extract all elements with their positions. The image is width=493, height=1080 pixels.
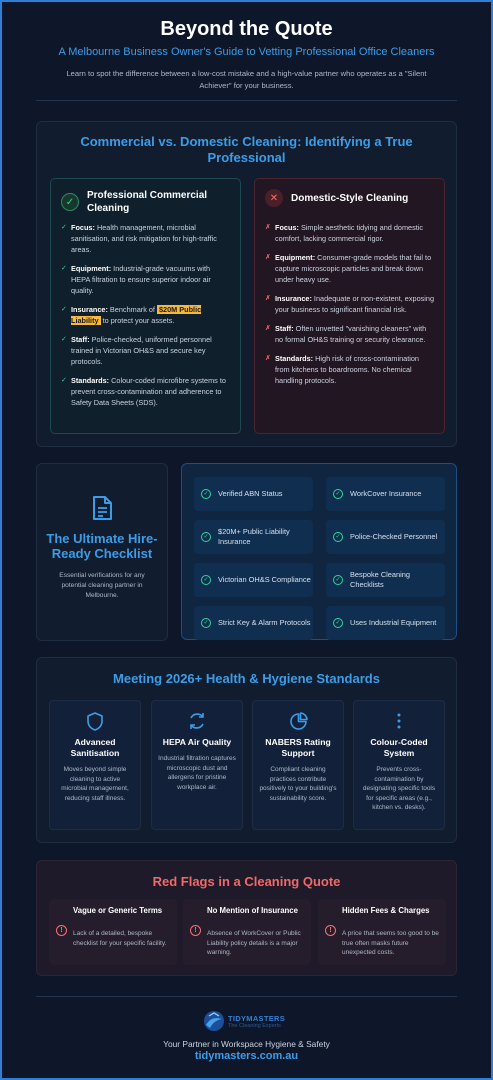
x-circle-icon: ✕ bbox=[265, 189, 283, 207]
check-circle-icon: ✓ bbox=[333, 489, 343, 499]
domestic-list bbox=[265, 222, 434, 394]
standard-card bbox=[151, 700, 243, 830]
list-item: ✓ Standards: Colour-coded microfibre systems to prevent cross-contamination and adherence to Safety Data Sheets (SDS). bbox=[61, 376, 226, 407]
checklist-subtitle: Essential verifications for any potential cleaning partner in Melbourne. bbox=[59, 572, 145, 599]
checklist-item: ✓ Uses Industrial Equipment bbox=[326, 606, 445, 640]
professional-column bbox=[50, 178, 241, 434]
domestic-column bbox=[254, 178, 445, 434]
air-cycle-icon bbox=[152, 711, 242, 731]
alert-circle-icon: ! bbox=[56, 925, 67, 936]
domestic-title: Domestic-Style Cleaning bbox=[291, 192, 409, 204]
shield-icon bbox=[50, 711, 140, 731]
professional-list bbox=[61, 222, 230, 416]
domestic-header bbox=[265, 189, 436, 207]
checklist-item: ✓ Strict Key & Alarm Protocols bbox=[194, 606, 313, 640]
red-flags-section bbox=[36, 860, 457, 976]
standards-section bbox=[36, 657, 457, 843]
x-icon: ✗ bbox=[265, 325, 271, 332]
logo-text bbox=[228, 1014, 285, 1029]
divider bbox=[36, 100, 457, 101]
list-item: ✗ Staff: Often unvetted "vanishing cleaners" with no formal OH&S training or security clearance. bbox=[265, 324, 427, 344]
footer-tagline: Your Partner in Workspace Hygiene & Safety bbox=[163, 1039, 330, 1049]
website-link[interactable]: tidymasters.com.au bbox=[194, 1050, 299, 1062]
list-item: ✓ Equipment: Industrial-grade vacuums with HEPA filtration to ensure superior indoor air quality. bbox=[61, 264, 211, 295]
list-item: ✓ Insurance: Benchmark of $20M Public Liability to protect your assets. bbox=[61, 305, 202, 325]
checklist-item: ✓ WorkCover Insurance bbox=[326, 477, 445, 511]
checklist-item: ✓ Police-Checked Personnel bbox=[326, 520, 445, 554]
checklist-title: The Ultimate Hire-Ready Checklist bbox=[46, 531, 158, 561]
x-icon: ✗ bbox=[265, 254, 271, 261]
red-flag-name: Hidden Fees & Charges bbox=[342, 906, 430, 915]
red-flag-card bbox=[183, 899, 311, 965]
check-circle-icon: ✓ bbox=[201, 618, 211, 628]
check-icon: ✓ bbox=[61, 306, 67, 313]
x-icon: ✗ bbox=[265, 295, 271, 302]
list-item: ✗ Focus: Simple aesthetic tidying and domestic comfort, lacking commercial rigor. bbox=[265, 223, 424, 243]
alert-circle-icon: ! bbox=[325, 925, 336, 936]
list-item: ✓ Staff: Police-checked, uniformed personnel trained in Victorian OH&S and secure key protocols. bbox=[61, 335, 212, 366]
divider bbox=[36, 996, 457, 997]
check-circle-icon: ✓ bbox=[201, 489, 211, 499]
standard-name: Advanced Sanitisation bbox=[70, 737, 120, 758]
checklist-item: ✓ Victorian OH&S Compliance bbox=[194, 563, 313, 597]
standard-card bbox=[353, 700, 445, 830]
pie-chart-icon bbox=[253, 711, 343, 731]
standard-card bbox=[252, 700, 344, 830]
checklist-intro-card bbox=[36, 463, 168, 641]
list-item: ✗ Equipment: Consumer-grade models that fail to capture microscopic particles and break down under heavy use. bbox=[265, 253, 432, 284]
document-icon bbox=[91, 496, 113, 520]
standard-name: Colour-Coded System bbox=[370, 737, 428, 758]
standard-name: NABERS Rating Support bbox=[265, 737, 331, 758]
check-circle-icon: ✓ bbox=[201, 575, 211, 585]
list-item: ✗ Standards: High risk of cross-contamination from kitchens to boardrooms. No chemical handling protocols. bbox=[265, 354, 419, 385]
check-icon: ✓ bbox=[61, 224, 67, 231]
logo-name: TIDYMASTERS bbox=[228, 1013, 286, 1023]
standards-title: Meeting 2026+ Health & Hygiene Standards bbox=[113, 671, 380, 686]
highlight-badge: $20M Public Liability bbox=[71, 305, 202, 325]
checklist-item: ✓ $20M+ Public Liability Insurance bbox=[194, 520, 313, 554]
professional-header bbox=[61, 189, 232, 215]
list-item: ✓ Focus: Health management, microbial sanitisation, and risk mitigation for high-traffic areas. bbox=[61, 223, 217, 254]
alert-circle-icon: ! bbox=[190, 925, 201, 936]
intro-text: Learn to spot the difference between a low-cost mistake and a high-value partner who operates as a "Silent Achiever" for your business. bbox=[66, 69, 427, 90]
logo-tagline: The Cleaning Experts bbox=[228, 1022, 281, 1029]
header bbox=[0, 18, 493, 92]
red-flag-card bbox=[318, 899, 446, 965]
red-flag-desc: Absence of WorkCover or Public Liability policy details is a major warning. bbox=[207, 930, 301, 956]
red-flag-name: No Mention of Insurance bbox=[207, 906, 298, 915]
standard-desc: Moves beyond simple cleaning to active microbial management, reducing staff illness. bbox=[61, 766, 129, 802]
vertical-dots-icon bbox=[354, 711, 444, 731]
x-icon: ✗ bbox=[265, 355, 271, 362]
checklist-item: ✓ Verified ABN Status bbox=[194, 477, 313, 511]
standard-desc: Prevents cross-contamination by designating specific tools for specific areas (e.g., kitchen vs. desks). bbox=[362, 766, 436, 811]
standard-name: HEPA Air Quality bbox=[162, 737, 232, 747]
red-flag-card bbox=[49, 899, 177, 965]
x-icon: ✗ bbox=[265, 224, 271, 231]
check-circle-icon: ✓ bbox=[61, 193, 79, 211]
check-circle-icon: ✓ bbox=[333, 575, 343, 585]
checklist-item: ✓ Bespoke Cleaning Checklists bbox=[326, 563, 445, 597]
red-flag-name: Vague or Generic Terms bbox=[73, 906, 163, 915]
check-icon: ✓ bbox=[61, 377, 67, 384]
standard-desc: Compliant cleaning practices contribute positively to your building's sustainability score. bbox=[259, 766, 337, 802]
standard-desc: Industrial filtration captures microscopic dust and allergens for pristine workplace air. bbox=[158, 755, 236, 791]
page-subtitle: A Melbourne Business Owner's Guide to Vetting Professional Office Cleaners bbox=[58, 46, 435, 58]
comparison-title: Commercial vs. Domestic Cleaning: Identifying a True Professional bbox=[80, 134, 413, 165]
check-circle-icon: ✓ bbox=[333, 618, 343, 628]
check-circle-icon: ✓ bbox=[201, 532, 211, 542]
list-item: ✗ Insurance: Inadequate or non-existent, exposing your business to significant financial risk. bbox=[265, 294, 435, 314]
checklist-grid bbox=[181, 463, 457, 640]
red-flag-desc: Lack of a detailed, bespoke checklist for your specific facility. bbox=[73, 930, 167, 947]
logo-icon bbox=[203, 1010, 225, 1032]
check-circle-icon: ✓ bbox=[333, 532, 343, 542]
red-flag-desc: A price that seems too good to be true often masks future unexpected costs. bbox=[342, 930, 439, 956]
brand-logo[interactable] bbox=[203, 1010, 285, 1032]
check-icon: ✓ bbox=[61, 265, 67, 272]
red-flags-title: Red Flags in a Cleaning Quote bbox=[152, 874, 341, 889]
professional-title: Professional Commercial Cleaning bbox=[87, 190, 208, 214]
check-icon: ✓ bbox=[61, 336, 67, 343]
standard-card bbox=[49, 700, 141, 830]
page-title: Beyond the Quote bbox=[160, 18, 333, 40]
comparison-section bbox=[36, 121, 457, 447]
